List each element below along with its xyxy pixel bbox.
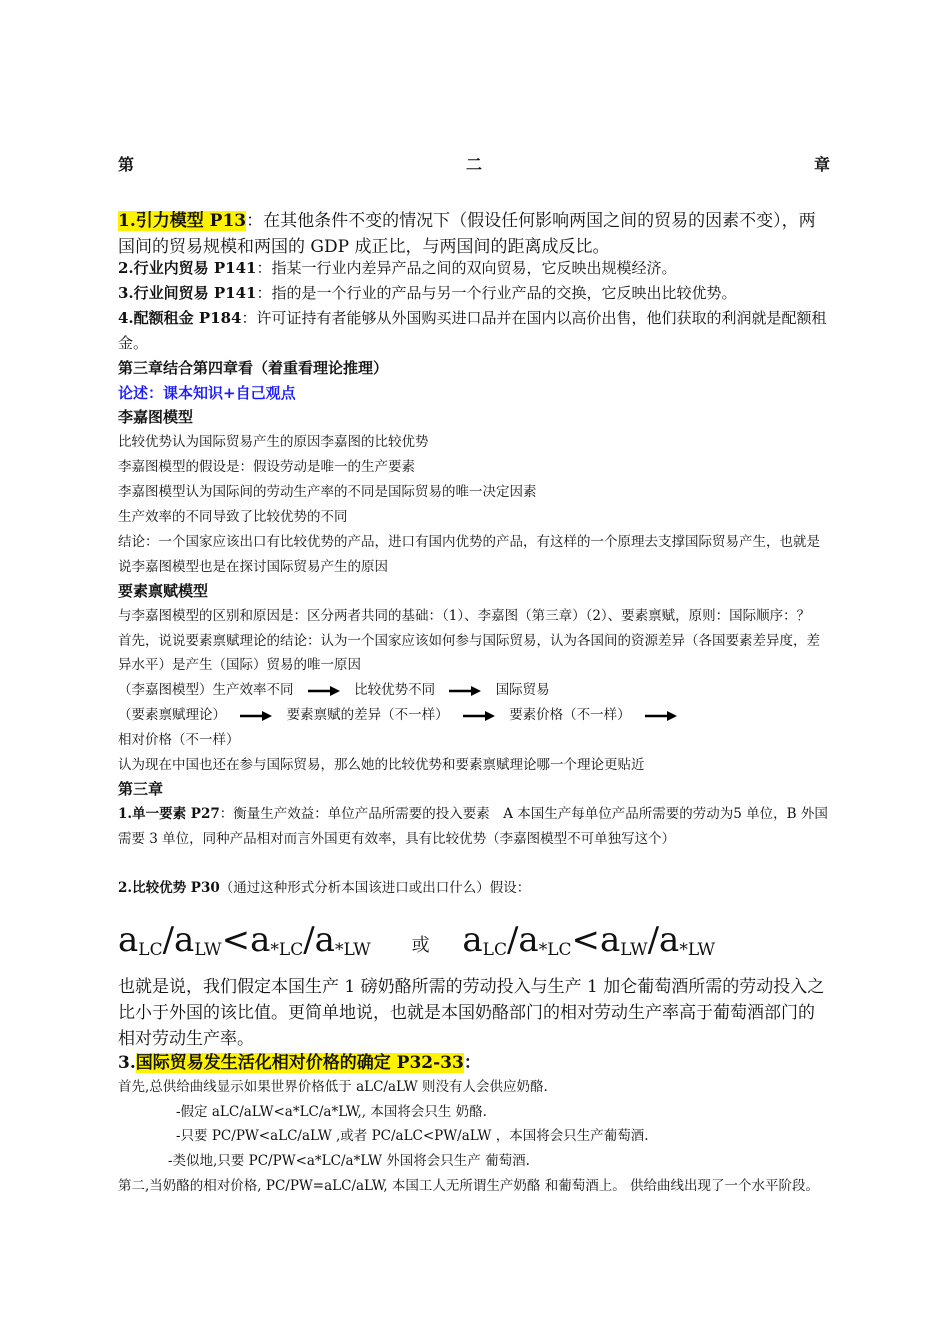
flow-step: 要素价格（不一样） xyxy=(509,707,631,723)
ricardo-line: 李嘉图模型认为国际间的劳动生产率的不同是国际贸易的唯一决定因素 xyxy=(118,484,537,500)
heading-char-3: 章 xyxy=(813,155,830,174)
ricardo-line: 生产效率的不同导致了比较优势的不同 xyxy=(118,509,348,525)
single-factor-item xyxy=(118,802,830,851)
intra-industry-label: 2.行业内贸易 P141 xyxy=(118,259,257,277)
item-intra-industry xyxy=(118,256,830,281)
supply-first: 首先,总供给曲线显示如果世界价格低于 aLC/aLW 则没有人会供应奶酪. xyxy=(118,1079,548,1095)
relative-price-heading: 3.国际贸易发生活化相对价格的确定 P32-33： xyxy=(118,1053,481,1073)
ricardo-line: 李嘉图模型的假设是：假设劳动是唯一的生产要素 xyxy=(118,459,415,475)
ricardo-title: 李嘉图模型 xyxy=(118,408,194,426)
comparative-advantage-formula: $a_{LC}/a_{LW}<a_{*LC}/a_{*LW}$ 或 $a_{LC}/a_{*LC}<a_{LW}/a_{*LW}$ xyxy=(118,920,716,960)
flow-factor xyxy=(118,703,687,728)
explanation-paragraph: 也就是说，我们假定本国生产 1 磅奶酪所需的劳动投入与生产 1 加仑葡萄酒所需的劳动投入之比小于外国的该比值。更简单地说，也就是本国奶酪部门的相对劳动生产率高于葡萄酒部门的相对劳动生产率。 xyxy=(118,977,825,1049)
supply-condition: -假定 aLC/aLW<a*LC/a*LW,, 本国将会只生 奶酪. xyxy=(176,1104,487,1120)
factor-paragraph: 与李嘉图模型的区别和原因是：区分两者共同的基础：（1）、李嘉图（第三章）（2）、要素禀赋，原则：国际顺序：？ 首先，说说要素禀赋理论的结论：认为一个国家应该如何参与国际贸易，认为各国间的资源差异（各国要素差异度，差异水平）是产生（国际）贸易的唯一原因 xyxy=(118,608,824,673)
gravity-model-label: 1.引力模型 P13 xyxy=(118,211,247,231)
factor-note: 认为现在中国也还在参与国际贸易，那么她的比较优势和要素禀赋理论哪一个理论更贴近 xyxy=(118,757,645,773)
essay-note: 论述：课本知识+自己观点 xyxy=(118,384,296,402)
single-factor-label: 1.单一要素 P27 xyxy=(118,806,220,822)
heading-char-1: 第 xyxy=(118,155,135,174)
ricardo-conclusion: 结论：一个国家应该出口有比较优势的产品，进口有国内优势的产品，有这样的一个原理去支撑国际贸易产生，也就是说李嘉图模型也是在探讨国际贸易产生的原因 xyxy=(118,534,820,575)
arrow-right-icon xyxy=(308,685,340,697)
chapter3-title: 第三章 xyxy=(118,780,164,798)
heading-char-2: 二 xyxy=(465,155,482,174)
chapter-heading xyxy=(118,152,830,175)
supply-second: 第二,当奶酪的相对价格, PC/PW=aLC/aLW, 本国工人无所谓生产奶酪 和葡萄酒上。 供给曲线出现了一个水平阶段。 xyxy=(118,1178,820,1194)
arrow-right-icon xyxy=(449,685,481,697)
supply-condition: -只要 PC/PW<aLC/aLW ,或者 PC/aLC<PW/aLW ，本国将会只生产葡萄酒. xyxy=(176,1128,649,1144)
arrow-right-icon xyxy=(463,710,495,722)
quota-rent-text: ：许可证持有者能够从外国购买进口品并在国内以高价出售，他们获取的利润就是配额租金。 xyxy=(118,309,827,352)
arrow-right-icon xyxy=(645,710,677,722)
comparative-advantage-item xyxy=(118,876,530,901)
item-inter-industry xyxy=(118,281,830,306)
single-factor-text: ：衡量生产效益：单位产品所需要的投入要素 A 本国生产每单位产品所需要的劳动为5 单位，B 外国需要 3 单位，同种产品相对而言外国更有效率，具有比较优势（李嘉图模型不可单独写这个） xyxy=(118,806,828,847)
flow-step: （李嘉图模型）生产效率不同 xyxy=(118,682,294,698)
factor-title: 要素禀赋模型 xyxy=(118,582,209,600)
formula-or: 或 xyxy=(411,935,430,956)
comparative-advantage-text: （通过这种形式分析本国该进口或出口什么）假设： xyxy=(219,880,531,896)
quota-rent-label: 4.配额租金 P184 xyxy=(118,309,242,327)
inter-industry-label: 3.行业间贸易 P141 xyxy=(118,284,257,302)
item-gravity-model xyxy=(118,208,830,260)
chapter3-combined-note: 第三章结合第四章看（着重看理论推理） xyxy=(118,359,389,377)
ricardo-line: 比较优势认为国际贸易产生的原因李嘉图的比较优势 xyxy=(118,434,429,450)
flow-ricardo xyxy=(118,678,550,703)
flow-step: 要素禀赋的差异（不一样） xyxy=(286,707,449,723)
flow-step: 比较优势不同 xyxy=(354,682,436,698)
intra-industry-text: ：指某一行业内差异产品之间的双向贸易，它反映出规模经济。 xyxy=(256,259,677,277)
comparative-advantage-label: 2.比较优势 P30 xyxy=(118,880,220,896)
flow-step: 国际贸易 xyxy=(495,682,550,698)
supply-condition: -类似地,只要 PC/PW<a*LC/a*LW 外国将会只生产 葡萄酒. xyxy=(168,1153,530,1169)
inter-industry-text: ：指的是一个行业的产品与另一个行业产品的交换，它反映出比较优势。 xyxy=(256,284,737,302)
item-quota-rent xyxy=(118,306,830,355)
gravity-model-text: ：在其他条件不变的情况下（假设任何影响两国之间的贸易的因素不变），两国间的贸易规模和两国的 GDP 成正比，与两国间的距离成反比。 xyxy=(118,211,816,257)
flow-step: （要素禀赋理论） xyxy=(118,707,226,723)
arrow-right-icon xyxy=(240,710,272,722)
flow-relative-price: 相对价格（不一样） xyxy=(118,732,240,748)
